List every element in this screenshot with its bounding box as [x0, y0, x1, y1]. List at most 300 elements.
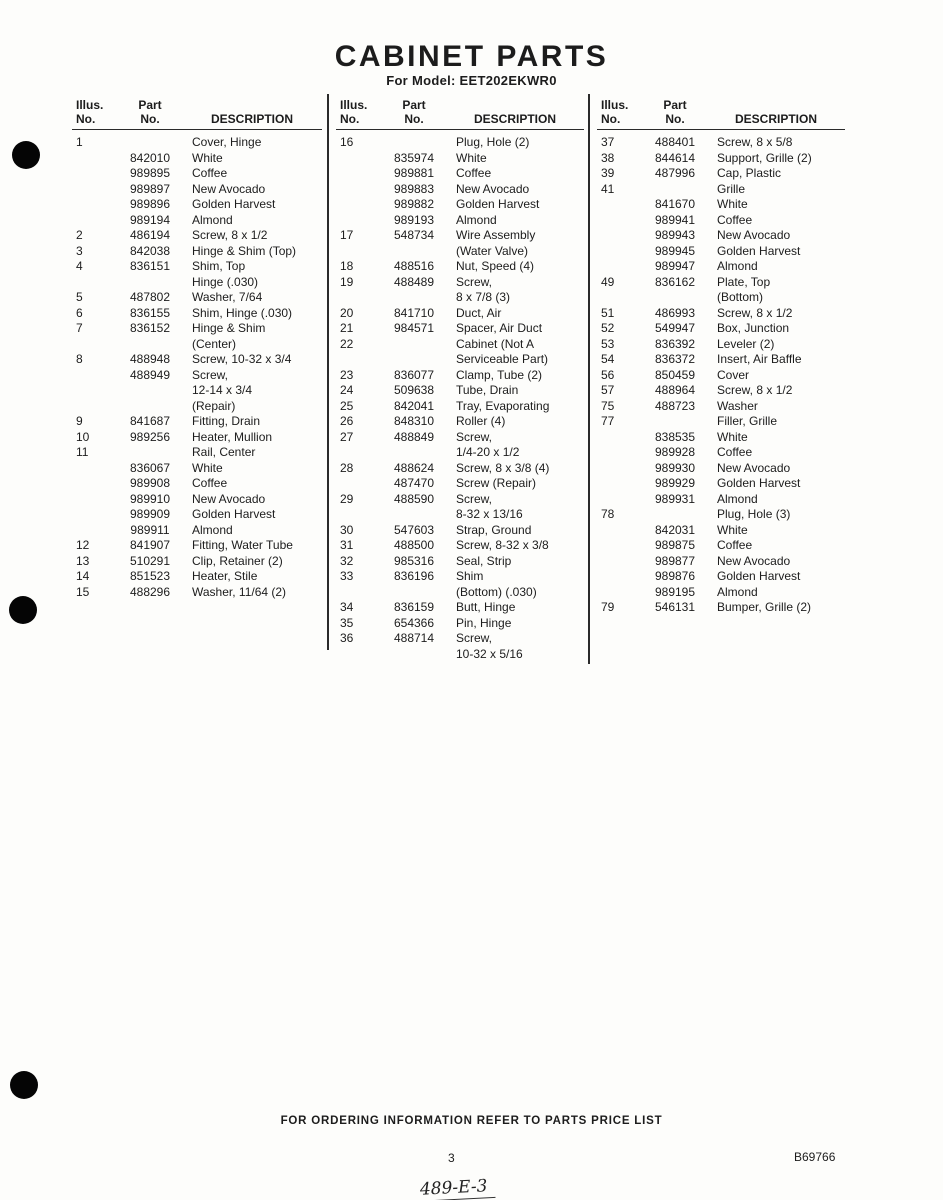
description-cell: Screw, 8 x 5/8 [717, 135, 793, 149]
part-no-cell: 989194 [129, 212, 171, 227]
part-header-line1: Part [138, 98, 162, 112]
part-no-cell [118, 383, 182, 399]
description-cell: Screw, 8-32 x 3/8 [456, 538, 549, 552]
part-no-cell: 546131 [654, 600, 696, 614]
part-no-cell [382, 445, 446, 461]
table-row [72, 492, 322, 508]
description-header: DESCRIPTION [473, 112, 556, 126]
part-no-cell: 989910 [129, 491, 171, 506]
illus-no-cell: 36 [340, 631, 354, 645]
part-no-cell: 989945 [654, 243, 696, 258]
part-no-cell: 836152 [129, 321, 171, 335]
description-cell: New Avocado [192, 491, 266, 506]
description-cell: Coffee [717, 212, 753, 227]
table-row [597, 538, 845, 554]
table-header-row-2 [72, 112, 322, 126]
illus-no-cell [597, 197, 643, 213]
page-header [0, 42, 943, 88]
part-no-cell [118, 399, 182, 415]
part-no-cell: 985316 [393, 553, 435, 568]
table-row [597, 523, 845, 539]
table-row [597, 399, 845, 415]
illus-no-cell [72, 507, 118, 523]
description-cell: White [192, 150, 223, 165]
table-row [72, 275, 322, 291]
illus-header-line2: No. [340, 112, 360, 126]
description-cell: Leveler (2) [717, 336, 775, 351]
illus-no-cell [72, 275, 118, 291]
part-no-cell: 836077 [393, 367, 435, 382]
description-cell: Serviceable Part) [456, 352, 549, 366]
table-row [336, 399, 584, 415]
description-cell: Support, Grille (2) [717, 150, 812, 165]
part-no-cell: 488590 [393, 491, 435, 506]
part-no-cell: 841710 [393, 305, 435, 320]
part-no-cell: 488500 [393, 538, 435, 552]
description-cell: Filler, Grille [717, 414, 778, 428]
table-row [336, 244, 584, 260]
illus-no-cell [72, 197, 118, 213]
illus-no-cell: 13 [76, 553, 90, 568]
illus-no-cell: 34 [340, 600, 354, 614]
table-row [336, 631, 584, 647]
table-row [72, 166, 322, 182]
hole-punch [9, 596, 37, 624]
part-no-cell: 836155 [129, 305, 171, 320]
illus-no-cell: 17 [340, 228, 354, 242]
part-no-cell: 851523 [129, 569, 171, 583]
part-no-cell: 487470 [393, 476, 435, 490]
illus-no-cell [597, 290, 643, 306]
description-cell: Screw, [456, 274, 493, 289]
illus-no-cell: 3 [76, 243, 83, 258]
description-cell: Screw, 8 x 1/2 [192, 228, 268, 242]
table-row [72, 414, 322, 430]
illus-no-cell [72, 213, 118, 229]
table-row [597, 290, 845, 306]
illus-no-cell: 25 [340, 398, 354, 413]
part-no-cell: 486194 [129, 228, 171, 242]
illus-no-cell: 78 [601, 507, 615, 521]
illus-no-cell: 51 [601, 305, 615, 320]
part-no-cell: 486993 [654, 305, 696, 320]
table-row [336, 616, 584, 632]
table-row [597, 321, 845, 337]
table-row [597, 275, 845, 291]
illus-no-cell: 6 [76, 305, 83, 320]
table-row [597, 182, 845, 198]
description-cell: Almond [717, 259, 758, 273]
part-no-cell: 989881 [393, 166, 435, 180]
table-row [72, 399, 322, 415]
table-row [597, 585, 845, 601]
part-no-cell: 989931 [654, 491, 696, 506]
part-header-line1: Part [663, 98, 687, 112]
table-row [336, 368, 584, 384]
part-no-cell [643, 414, 707, 430]
illus-no-cell [72, 461, 118, 477]
model-subtitle: For Model: EET202EKWR0 [386, 73, 557, 88]
illus-no-cell [597, 244, 643, 260]
illus-no-cell [597, 228, 643, 244]
part-no-cell [643, 182, 707, 198]
illus-no-cell [336, 445, 382, 461]
part-no-cell [643, 507, 707, 523]
illus-no-cell: 4 [76, 259, 83, 273]
part-no-cell: 989929 [654, 476, 696, 490]
description-cell: Cover [717, 367, 750, 382]
part-no-cell: 989195 [654, 584, 696, 599]
table-row [72, 461, 322, 477]
table-row [72, 585, 322, 601]
illus-no-cell: 27 [340, 429, 354, 444]
description-cell: Washer, 11/64 (2) [192, 584, 287, 599]
table-header-row-2 [336, 112, 584, 126]
table-row [72, 569, 322, 585]
table-row [597, 306, 845, 322]
description-cell: 1/4-20 x 1/2 [456, 445, 520, 459]
description-cell: 12-14 x 3/4 [192, 383, 253, 397]
part-no-cell: 989875 [654, 538, 696, 552]
part-no-cell: 488516 [393, 259, 435, 273]
illus-no-cell [597, 569, 643, 585]
table-row [72, 290, 322, 306]
table-row [72, 321, 322, 337]
table-row [597, 414, 845, 430]
desc-header-spacer [182, 98, 322, 112]
part-no-cell: 844614 [654, 150, 696, 165]
part-no-cell [382, 337, 446, 353]
description-cell: New Avocado [717, 228, 791, 242]
part-no-cell: 989909 [129, 507, 171, 521]
illus-no-cell [336, 290, 382, 306]
illus-no-cell [72, 182, 118, 198]
description-cell: Plate, Top [717, 274, 771, 289]
description-cell: Clip, Retainer (2) [192, 553, 283, 568]
table-row [72, 476, 322, 492]
description-cell: Golden Harvest [717, 476, 801, 490]
table-row [72, 538, 322, 554]
column-divider [588, 94, 590, 664]
illus-no-cell: 37 [601, 135, 615, 149]
illus-header-line2: No. [76, 112, 96, 126]
table-row [336, 461, 584, 477]
table-row [72, 182, 322, 198]
table-row [72, 213, 322, 229]
illus-no-cell [597, 430, 643, 446]
description-cell: Hinge (.030) [192, 274, 259, 289]
part-no-cell: 989895 [129, 166, 171, 180]
table-row [72, 244, 322, 260]
description-cell: Box, Junction [717, 321, 790, 335]
part-no-cell: 835974 [393, 150, 435, 165]
description-cell: (Water Valve) [456, 243, 529, 258]
illus-no-cell [597, 259, 643, 275]
description-cell: Duct, Air [456, 305, 502, 320]
table-row [336, 290, 584, 306]
table-row [336, 445, 584, 461]
illus-no-cell: 32 [340, 553, 354, 568]
part-no-cell: 841687 [129, 414, 171, 428]
description-cell: Plug, Hole (2) [456, 135, 530, 149]
description-cell: Screw, 8 x 3/8 (4) [456, 460, 550, 475]
part-no-cell [382, 290, 446, 306]
illus-no-cell [72, 523, 118, 539]
part-no-cell: 836067 [129, 460, 171, 475]
part-no-cell: 989896 [129, 197, 171, 211]
table-row [336, 585, 584, 601]
table-row [72, 523, 322, 539]
description-header: DESCRIPTION [734, 112, 817, 126]
illus-no-cell: 75 [601, 398, 615, 413]
table-row [597, 135, 845, 151]
table-row [72, 337, 322, 353]
description-cell: Fitting, Drain [192, 414, 261, 428]
illus-no-cell: 49 [601, 274, 615, 289]
table-row [597, 213, 845, 229]
parts-column-2 [336, 96, 584, 662]
illus-no-cell: 23 [340, 367, 354, 382]
illus-no-cell [72, 399, 118, 415]
illus-no-cell [336, 182, 382, 198]
illus-no-cell: 12 [76, 538, 90, 552]
part-no-cell [118, 135, 182, 151]
part-no-cell: 488849 [393, 429, 435, 444]
table-row [336, 538, 584, 554]
illus-header-line1: Illus. [76, 98, 104, 112]
table-header [336, 96, 584, 130]
table-row [72, 430, 322, 446]
description-cell: Washer, 7/64 [192, 290, 263, 304]
illus-no-cell: 35 [340, 615, 354, 630]
description-cell: Hinge & Shim (Top) [192, 243, 297, 258]
illus-no-cell: 28 [340, 460, 354, 475]
part-no-cell [382, 585, 446, 601]
part-no-cell: 510291 [129, 553, 171, 568]
part-no-cell: 841907 [129, 538, 171, 552]
table-row [597, 492, 845, 508]
table-row [72, 445, 322, 461]
page-number: 3 [448, 1151, 455, 1165]
part-no-cell: 989897 [129, 181, 171, 196]
part-header-line2: No. [404, 112, 424, 126]
illus-no-cell [336, 213, 382, 229]
part-no-cell [382, 244, 446, 260]
description-cell: Clamp, Tube (2) [456, 367, 543, 382]
description-header: DESCRIPTION [210, 112, 293, 126]
description-cell: Cap, Plastic [717, 166, 782, 180]
table-header-row-1 [597, 98, 845, 112]
illus-no-cell: 24 [340, 383, 354, 397]
description-cell: White [717, 429, 748, 444]
desc-header-spacer [446, 98, 584, 112]
part-no-cell: 654366 [393, 615, 435, 630]
description-cell: Golden Harvest [456, 197, 540, 211]
part-no-cell: 989877 [654, 553, 696, 568]
table-row [336, 600, 584, 616]
part-no-cell: 989908 [129, 476, 171, 490]
part-no-cell: 989947 [654, 259, 696, 273]
table-row [72, 352, 322, 368]
handwritten-note: 489-E-3 [411, 1176, 496, 1200]
illus-no-cell: 31 [340, 538, 354, 552]
part-no-cell: 842010 [129, 150, 171, 165]
illus-no-cell [336, 647, 382, 663]
ordering-note: FOR ORDERING INFORMATION REFER TO PARTS PRICE LIST [280, 1115, 663, 1127]
illus-no-cell [72, 492, 118, 508]
illus-no-cell: 29 [340, 491, 354, 506]
description-cell: Coffee [456, 166, 492, 180]
illus-no-cell [597, 538, 643, 554]
table-body [597, 135, 845, 616]
part-no-cell: 488714 [393, 631, 435, 645]
description-cell: Strap, Ground [456, 522, 532, 537]
illus-header-line1: Illus. [601, 98, 629, 112]
part-no-cell: 989882 [393, 197, 435, 211]
table-row [336, 151, 584, 167]
description-cell: Heater, Mullion [192, 429, 273, 444]
illus-no-cell [336, 244, 382, 260]
description-cell: Roller (4) [456, 414, 506, 428]
description-cell: (Center) [192, 336, 237, 351]
part-no-cell: 548734 [393, 228, 435, 242]
description-cell: Shim, Hinge (.030) [192, 305, 293, 320]
table-row [597, 445, 845, 461]
illus-no-cell: 33 [340, 569, 354, 583]
description-cell: 8-32 x 13/16 [456, 507, 523, 521]
description-cell: New Avocado [717, 460, 791, 475]
table-row [336, 306, 584, 322]
description-cell: Screw, [456, 429, 493, 444]
part-no-cell [643, 290, 707, 306]
part-no-cell: 836196 [393, 569, 435, 583]
description-cell: Bumper, Grille (2) [717, 600, 812, 614]
part-no-cell: 488296 [129, 584, 171, 599]
part-no-cell: 989193 [393, 212, 435, 227]
table-row [597, 151, 845, 167]
table-row [336, 337, 584, 353]
description-cell: Coffee [192, 166, 228, 180]
table-row [336, 182, 584, 198]
illus-no-cell [597, 492, 643, 508]
table-row [336, 476, 584, 492]
table-row [597, 600, 845, 616]
illus-no-cell [336, 197, 382, 213]
illus-no-cell: 10 [76, 429, 90, 444]
description-cell: Screw, [456, 491, 493, 506]
table-row [597, 337, 845, 353]
table-row [597, 166, 845, 182]
table-row [72, 151, 322, 167]
description-cell: Shim, Top [192, 259, 246, 273]
description-cell: Coffee [717, 445, 753, 459]
table-row [597, 476, 845, 492]
illus-no-cell: 53 [601, 336, 615, 351]
illus-no-cell [336, 151, 382, 167]
table-row [336, 414, 584, 430]
description-cell: Almond [456, 212, 497, 227]
part-no-cell: 836159 [393, 600, 435, 614]
table-row [72, 259, 322, 275]
table-row [597, 554, 845, 570]
description-cell: White [717, 522, 748, 537]
table-header [72, 96, 322, 130]
part-no-cell [382, 647, 446, 663]
description-cell: Shim [456, 569, 484, 583]
part-header-line2: No. [665, 112, 685, 126]
illus-no-cell [597, 445, 643, 461]
description-cell: New Avocado [192, 181, 266, 196]
table-row [336, 430, 584, 446]
description-cell: Coffee [717, 538, 753, 552]
description-cell: White [717, 197, 748, 211]
table-header [597, 96, 845, 130]
description-cell: Almond [717, 491, 758, 506]
illus-no-cell [72, 166, 118, 182]
table-row [597, 352, 845, 368]
table-row [336, 523, 584, 539]
description-cell: Tube, Drain [456, 383, 519, 397]
illus-no-cell: 57 [601, 383, 615, 397]
parts-column-1 [72, 96, 322, 600]
description-cell: Screw, [456, 631, 493, 645]
doc-number: B69766 [794, 1150, 836, 1164]
illus-no-cell: 5 [76, 290, 83, 304]
description-cell: Hinge & Shim [192, 321, 266, 335]
description-cell: Fitting, Water Tube [192, 538, 293, 552]
illus-no-cell: 8 [76, 352, 83, 366]
part-no-cell [382, 135, 446, 151]
part-no-cell: 488624 [393, 460, 435, 475]
part-no-cell: 488964 [654, 383, 696, 397]
part-no-cell: 842038 [129, 243, 171, 258]
table-row [336, 275, 584, 291]
part-no-cell [118, 445, 182, 461]
description-cell: White [456, 150, 487, 165]
table-row [597, 461, 845, 477]
description-cell: Almond [192, 522, 233, 537]
table-row [336, 507, 584, 523]
illus-no-cell: 52 [601, 321, 615, 335]
part-no-cell: 989928 [654, 445, 696, 459]
part-no-cell: 850459 [654, 367, 696, 382]
description-cell: Golden Harvest [192, 197, 276, 211]
illus-no-cell: 26 [340, 414, 354, 428]
table-row [336, 135, 584, 151]
part-no-cell: 848310 [393, 414, 435, 428]
part-no-cell: 842041 [393, 398, 435, 413]
table-row [597, 430, 845, 446]
part-no-cell: 547603 [393, 522, 435, 537]
part-no-cell: 836372 [654, 352, 696, 366]
description-cell: (Bottom) (.030) [456, 584, 537, 599]
illus-no-cell [336, 352, 382, 368]
description-cell: Seal, Strip [456, 553, 512, 568]
description-cell: Screw (Repair) [456, 476, 537, 490]
part-no-cell [118, 275, 182, 291]
illus-no-cell: 19 [340, 274, 354, 289]
table-row [72, 135, 322, 151]
illus-no-cell [597, 213, 643, 229]
illus-no-cell: 7 [76, 321, 83, 335]
description-cell: Screw, [192, 367, 229, 382]
part-no-cell: 841670 [654, 197, 696, 211]
table-row [336, 554, 584, 570]
part-no-cell: 836392 [654, 336, 696, 351]
table-row [597, 383, 845, 399]
illus-no-cell: 14 [76, 569, 90, 583]
illus-no-cell [72, 151, 118, 167]
